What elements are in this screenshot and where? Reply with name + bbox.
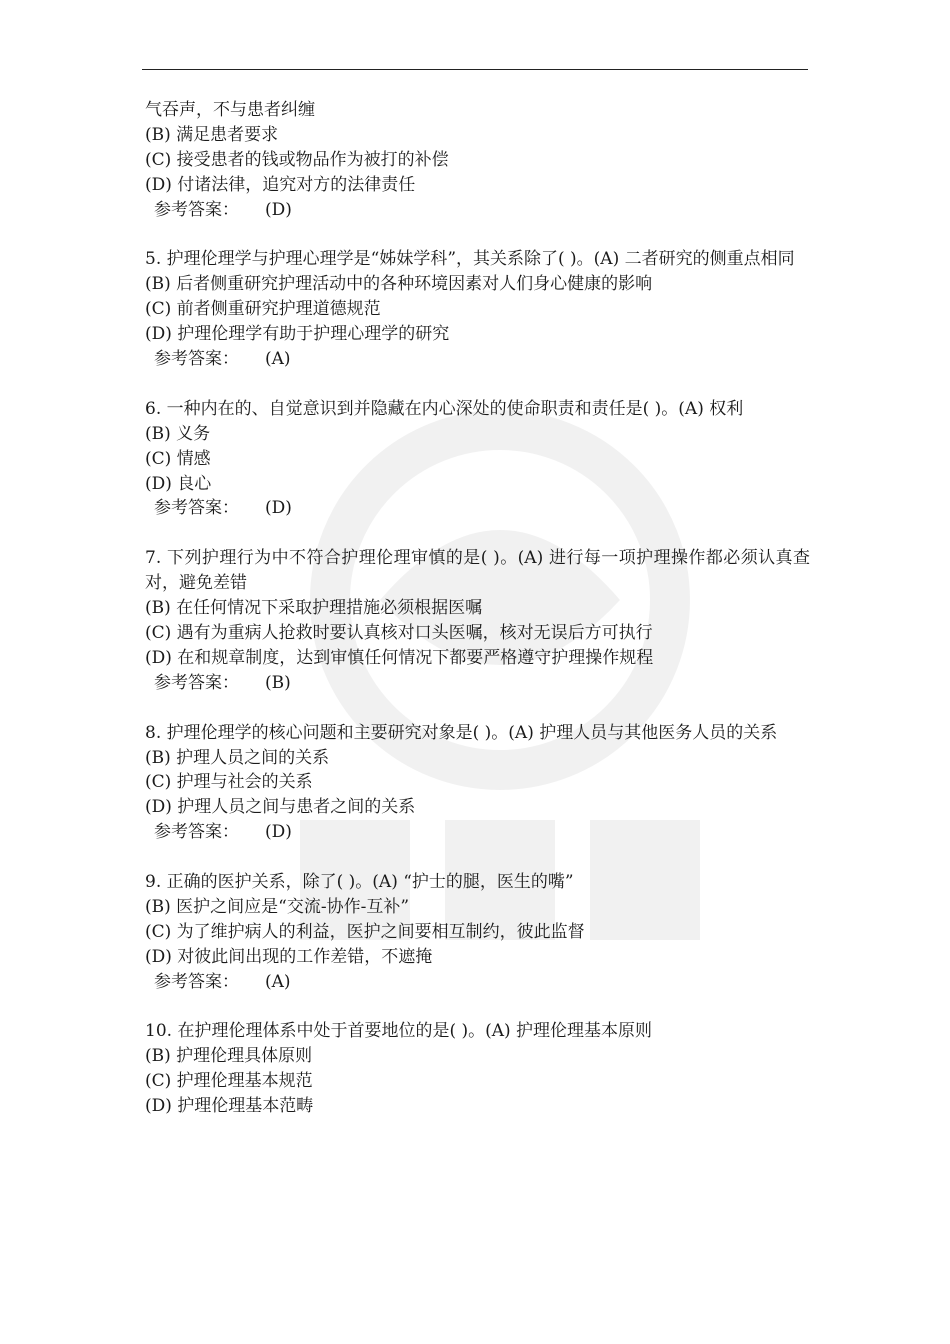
- option-b: (B) 护理伦理具体原则: [145, 1046, 313, 1067]
- answer-value: (B): [265, 672, 291, 693]
- option-c: (C) 护理与社会的关系: [145, 772, 313, 793]
- option-c: (C) 情感: [145, 448, 211, 469]
- option-d: (D) 对彼此间出现的工作差错，不遮掩: [145, 946, 433, 967]
- answer-value: (A): [265, 349, 291, 370]
- answer-label: 参考答案：: [154, 498, 239, 519]
- answer-line: [145, 347, 810, 372]
- answer-line: [145, 970, 810, 995]
- question-7: [145, 546, 810, 695]
- answer-value: (D): [265, 199, 292, 220]
- option-b: (B) 后者侧重研究护理活动中的各种环境因素对人们身心健康的影响: [145, 274, 653, 295]
- option-b: (B) 护理人员之间的关系: [145, 747, 330, 768]
- question-6: [145, 397, 810, 522]
- question-10: [145, 1019, 810, 1119]
- option-d: (D) 护理伦理基本范畴: [145, 1096, 314, 1117]
- question-stem: 9. 正确的医护关系，除了( )。(A) “护士的腿，医生的嘴”: [145, 872, 574, 893]
- answer-line: [145, 671, 810, 696]
- answer-label: 参考答案：: [154, 349, 239, 370]
- answer-label: 参考答案：: [154, 672, 239, 693]
- answer-value: (A): [265, 971, 291, 992]
- question-stem: 6. 一种内在的、自觉意识到并隐藏在内心深处的使命职责和责任是( )。(A) 权利: [145, 398, 744, 419]
- answer-label: 参考答案：: [154, 971, 239, 992]
- answer-line: [145, 496, 810, 521]
- question-9: [145, 870, 810, 995]
- answer-label: 参考答案：: [154, 199, 239, 220]
- option-d: (D) 良心: [145, 473, 212, 494]
- header-rule: [142, 69, 808, 70]
- document-body: [145, 98, 810, 1119]
- answer-line: [145, 820, 810, 845]
- question-stem: 8. 护理伦理学的核心问题和主要研究对象是( )。(A) 护理人员与其他医务人员的关系: [145, 722, 778, 743]
- option-d: (D) 护理人员之间与患者之间的关系: [145, 797, 416, 818]
- option-c: (C) 遇有为重病人抢救时要认真核对口头医嘱，核对无误后方可执行: [145, 622, 653, 643]
- question-8: [145, 721, 810, 846]
- option-c: (C) 接受患者的钱或物品作为被打的补偿: [145, 149, 449, 170]
- option-d: (D) 付诸法律，追究对方的法律责任: [145, 174, 416, 195]
- option-d: (D) 护理伦理学有助于护理心理学的研究: [145, 324, 450, 345]
- answer-value: (D): [265, 498, 292, 519]
- answer-line: [145, 198, 810, 223]
- question-stem-tail: 气吞声，不与患者纠缠: [145, 100, 315, 120]
- question-stem: 5. 护理伦理学与护理心理学是“姊妹学科”，其关系除了( )。(A) 二者研究的侧重点相同: [145, 249, 795, 270]
- option-b: (B) 义务: [145, 423, 211, 444]
- question-stem: 7. 下列护理行为中不符合护理伦理审慎的是( )。(A) 进行每一项护理操作都必须认真查对，避免差错: [145, 548, 810, 594]
- option-c: (C) 护理伦理基本规范: [145, 1071, 313, 1092]
- question-5: [145, 247, 810, 372]
- option-b: (B) 医护之间应是“交流-协作-互补”: [145, 896, 410, 917]
- option-b: (B) 在任何情况下采取护理措施必须根据医嘱: [145, 598, 483, 619]
- question-continuation: [145, 98, 810, 223]
- question-stem: 10. 在护理伦理体系中处于首要地位的是( )。(A) 护理伦理基本原则: [145, 1021, 653, 1042]
- option-c: (C) 前者侧重研究护理道德规范: [145, 299, 381, 320]
- answer-value: (D): [265, 822, 292, 843]
- answer-label: 参考答案：: [154, 822, 239, 843]
- option-c: (C) 为了维护病人的利益，医护之间要相互制约，彼此监督: [145, 921, 585, 942]
- option-d: (D) 在和规章制度，达到审慎任何情况下都要严格遵守护理操作规程: [145, 647, 654, 668]
- option-b: (B) 满足患者要求: [145, 124, 279, 145]
